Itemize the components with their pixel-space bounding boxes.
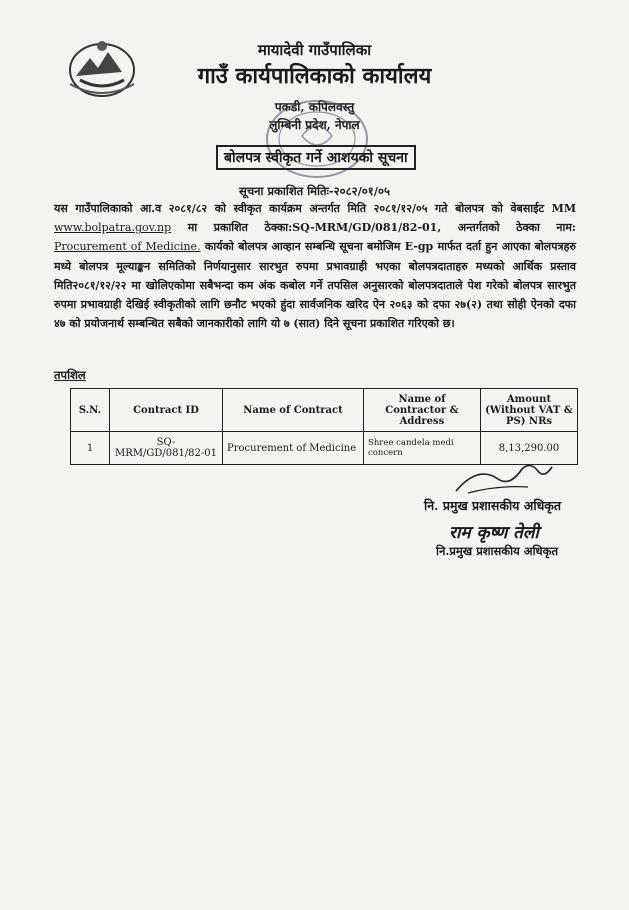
office-name: गाउँ कार्यपालिकाको कार्यालय: [197, 63, 432, 89]
table-header-row: [71, 389, 578, 432]
header-contractor: Name of Contractor & Address: [364, 389, 481, 432]
header-amount: Amount (Without VAT & PS) NRs: [481, 389, 578, 432]
office-location-line2: लुम्बिनी प्रदेश, नेपाल: [269, 118, 360, 132]
body-part-3: कार्यको बोलपत्र आव्हान सम्बन्धि सूचना बमोजिम E-gp मार्फत दर्ता हुन आएका बोलपत्रहरु मध्ये बोलपत्र मूल्याङ्कन समितिको निर्णयानुसार सारभुत रुपमा प्रभावग्राही भएका बोलपत्रदाताहरु मध्यको आर्थिक प्रस्ताव मिति२०८१/१२/२२ मा खोलिएकोमा सबैभन्दा कम अंक कबोल गर्ने तपसिल अनुसारको बोलपत्रदाताले पेश गरेको बोलपत्र सारभुत रुपमा प्रभावग्राही देखिई स्वीकृतीको लागि छनौट भएको हुंदा सार्वजनिक खरिद ऐन २०६३ को दफा २७(२) तथा सोही ऐनको दफा ४७ को प्रयोजनार्थ सम्बन्धित सबैको जानकारीको लागि यो ७ (सात) दिने सूचना प्रकाशित गरिएको छ।: [54, 240, 576, 331]
contract-table: [70, 388, 578, 465]
cell-sn: 1: [71, 432, 110, 465]
notice-title: बोलपत्र स्वीकृत गर्ने आशयको सूचना: [216, 145, 416, 170]
signature-icon: [448, 457, 558, 499]
cell-contract-id: SQ-MRM/GD/081/82-01: [110, 432, 223, 465]
details-label: तपशिल: [54, 368, 86, 382]
cell-amount: 8,13,290.00: [481, 432, 578, 465]
office-location-line1: पकडी, कपिलवस्तु: [274, 100, 355, 114]
header-contract-name: Name of Contract: [223, 389, 364, 432]
signatory-name: राम कृष्ण तेली: [449, 523, 539, 543]
header-sn: S.N.: [71, 389, 110, 432]
contract-name-text: Procurement of Medicine.: [54, 240, 201, 254]
cell-contractor: Shree candela medi concern: [364, 432, 481, 465]
publish-date: सूचना प्रकाशित मितिः-२०८२/०१/०५: [239, 184, 390, 198]
signatory-title-top: नि. प्रमुख प्रशासकीय अधिकृत: [424, 498, 561, 513]
cell-contract-name: Procurement of Medicine: [223, 432, 364, 465]
header-contract-id: Contract ID: [110, 389, 223, 432]
notice-body: [54, 199, 576, 333]
website-link[interactable]: www.bolpatra.gov.np: [54, 221, 172, 235]
signatory-title-bottom: नि.प्रमुख प्रशासकीय अधिकृत: [436, 544, 559, 558]
body-part-1: यस गाउँपालिकाको आ.व २०८१/८२ को स्वीकृत कार्यक्रम अन्तर्गत मिति २०८१/१२/०५ गते बोलपत्र को वेबसाईट MM: [54, 202, 576, 215]
municipality-name: मायादेवी गाउँपालिका: [257, 41, 372, 59]
body-part-2: मा प्रकाशित ठेक्का:SQ-MRM/GD/081/82-01, अन्तर्गतको ठेक्का नाम:: [171, 221, 576, 235]
